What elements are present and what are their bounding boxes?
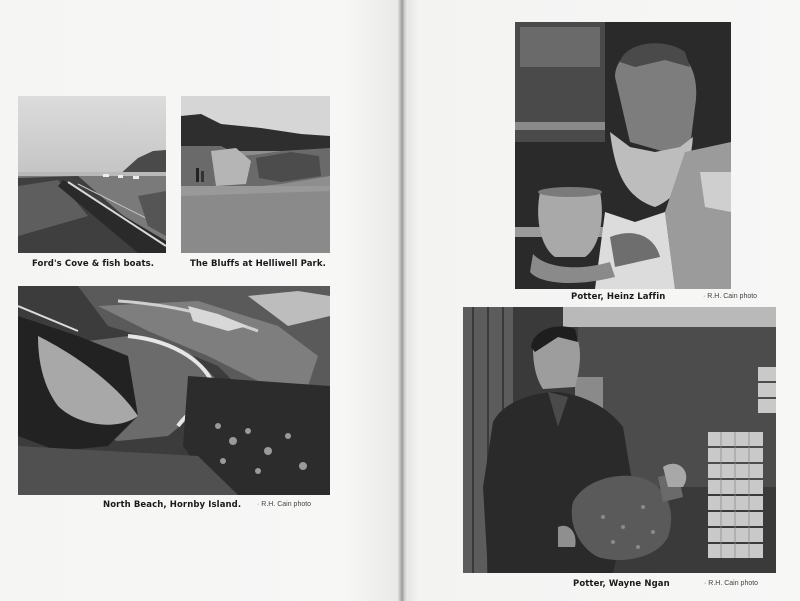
heinz-laffin-credit: · R.H. Cain photo xyxy=(703,293,758,300)
heinz-laffin-caption: Potter, Heinz Laffin xyxy=(571,292,666,302)
bluffs-caption: The Bluffs at Helliwell Park. xyxy=(190,259,326,269)
north-beach-photo xyxy=(18,286,330,495)
north-beach-caption: North Beach, Hornby Island. xyxy=(103,500,242,510)
fords-cove-caption: Ford's Cove & fish boats. xyxy=(32,259,155,269)
fords-cove-photo xyxy=(18,96,166,253)
wayne-ngan-photo xyxy=(463,307,776,573)
wayne-ngan-credit: · R.H. Cain photo xyxy=(704,580,759,587)
wayne-ngan-caption: Potter, Wayne Ngan xyxy=(573,579,670,589)
north-beach-credit: · R.H. Cain photo xyxy=(257,501,312,508)
heinz-laffin-photo xyxy=(515,22,731,289)
book-gutter xyxy=(398,0,408,601)
bluffs-photo xyxy=(181,96,330,253)
